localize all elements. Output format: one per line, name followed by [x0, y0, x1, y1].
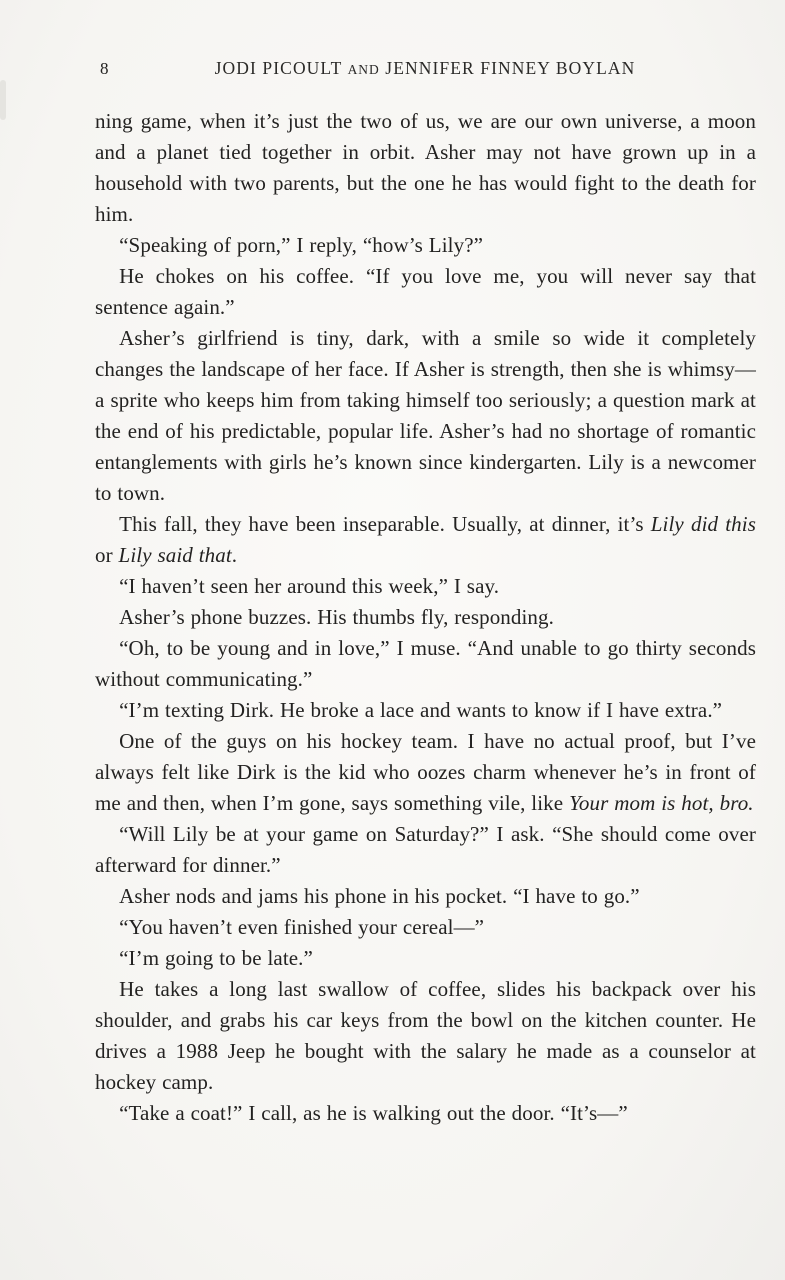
- text-segment: “I’m texting Dirk. He broke a lace and wants to know if I have extra.”: [119, 698, 723, 722]
- text-segment: Asher’s phone buzzes. His thumbs fly, responding.: [119, 605, 554, 629]
- paragraph: [95, 943, 756, 974]
- running-header-segment: AND: [347, 62, 380, 77]
- paragraph: [95, 695, 756, 726]
- scan-artifact: [0, 80, 6, 120]
- page-number: 8: [100, 59, 109, 78]
- text-segment: Asher nods and jams his phone in his pocket. “I have to go.”: [119, 884, 640, 908]
- running-header: [95, 58, 755, 82]
- paragraph: [95, 230, 756, 261]
- text-segment: “Speaking of porn,” I reply, “how’s Lily?”: [119, 233, 484, 257]
- paragraph: [95, 323, 756, 509]
- text-segment: This fall, they have been inseparable. Usually, at dinner, it’s: [119, 512, 651, 536]
- text-segment: One of the guys on his hockey team. I have no actual proof, but I’ve always felt like Dirk is the kid who oozes charm whenever he’s in front of me and then, when I’m gone, says something vile, like: [95, 729, 756, 815]
- paragraph: [95, 509, 756, 571]
- text-segment: or: [95, 543, 119, 567]
- text-segment: “Take a coat!” I call, as he is walking out the door. “It’s—”: [119, 1101, 628, 1125]
- italic-text: Lily did this: [650, 512, 756, 536]
- running-header-segment: JODI PICOULT: [214, 58, 348, 78]
- text-segment: “Will Lily be at your game on Saturday?” I ask. “She should come over afterward for dinner.”: [95, 822, 756, 877]
- running-header-title: [95, 58, 755, 79]
- paragraph: [95, 881, 756, 912]
- running-header-segment: JENNIFER FINNEY BOYLAN: [379, 58, 636, 78]
- text-segment: “I haven’t seen her around this week,” I say.: [119, 574, 500, 598]
- italic-text: Your mom is hot, bro.: [569, 791, 754, 815]
- text-segment: “I’m going to be late.”: [119, 946, 313, 970]
- text-segment: He takes a long last swallow of coffee, slides his backpack over his shoulder, and grabs his car keys from the bowl on the kitchen counter. He drives a 1988 Jeep he bought with the salary he made as a counselor at hockey camp.: [95, 977, 756, 1094]
- body-text: [95, 106, 756, 1129]
- paragraph: [95, 974, 756, 1098]
- paragraph: [95, 1098, 756, 1129]
- paragraph: [95, 571, 756, 602]
- paragraph: [95, 602, 756, 633]
- paragraph: [95, 633, 756, 695]
- italic-text: Lily said that: [118, 543, 232, 567]
- paragraph: [95, 912, 756, 943]
- text-segment: Asher’s girlfriend is tiny, dark, with a smile so wide it completely changes the landscape of her face. If Asher is strength, then she is whimsy—a sprite who keeps him from taking himself too seriously; a question mark at the end of his predictable, popular life. Asher’s had no shortage of romantic entanglements with girls he’s known since kindergarten. Lily is a newcomer to town.: [95, 326, 756, 505]
- text-segment: ning game, when it’s just the two of us, we are our own universe, a moon and a planet tied together in orbit. Asher may not have grown up in a household with two parents, but the one he has would fight to the death for him.: [95, 109, 756, 226]
- paragraph: [95, 106, 756, 230]
- paragraph: [95, 261, 756, 323]
- text-segment: “Oh, to be young and in love,” I muse. “And unable to go thirty seconds without communicating.”: [95, 636, 756, 691]
- paragraph: [95, 819, 756, 881]
- text-segment: “You haven’t even finished your cereal—”: [119, 915, 485, 939]
- text-segment: .: [231, 543, 238, 567]
- paragraph: [95, 726, 756, 819]
- text-segment: He chokes on his coffee. “If you love me, you will never say that sentence again.”: [95, 264, 756, 319]
